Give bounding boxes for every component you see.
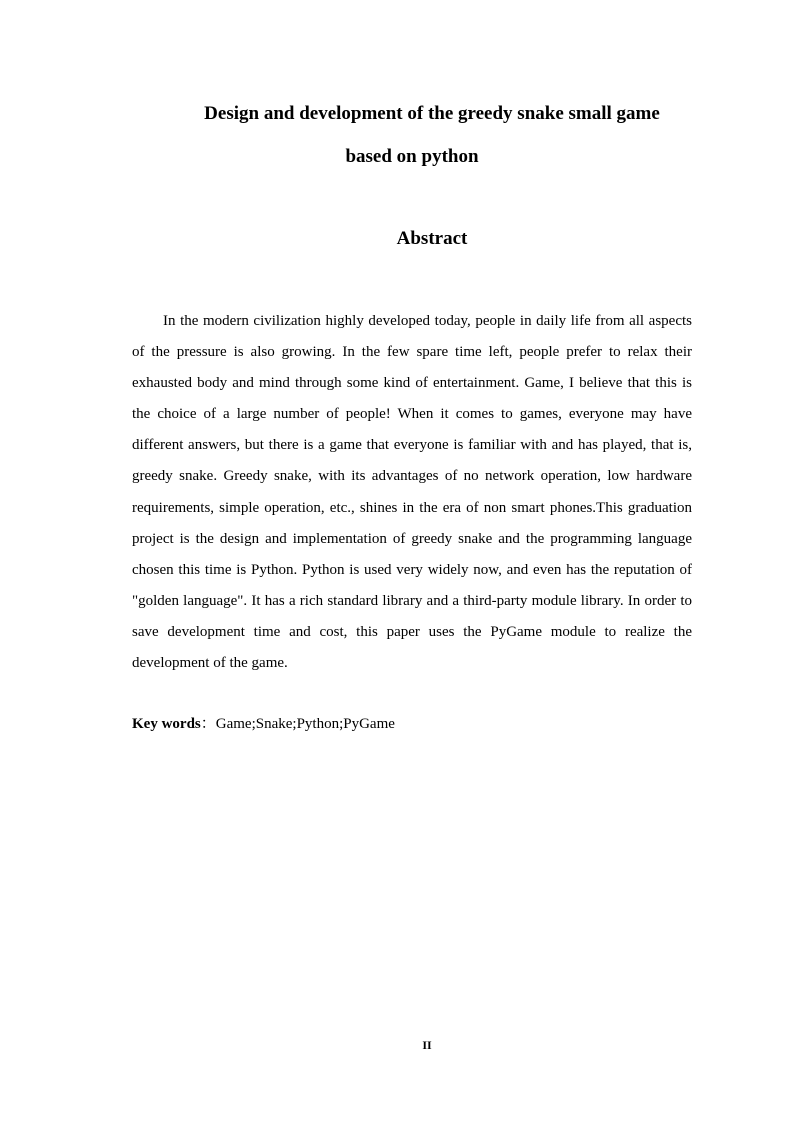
keywords-line [132, 711, 692, 737]
document-title-line-1: Design and development of the greedy snake small game [204, 103, 660, 124]
abstract-heading: Abstract [396, 228, 468, 249]
keywords-value: Game;Snake;Python;PyGame [215, 716, 395, 732]
document-title-line-2: based on python [345, 146, 479, 167]
abstract-paragraph: In the modern civilization highly developed today, people in daily life from all aspects of the pressure is also growing. In the few spare time left, people prefer to relax their exhausted body and mind through some kind of entertainment. Game, I believe that this is the choice of a large number of people! When it comes to games, everyone may have different answers, but there is a game that everyone is familiar with and has played, that is, greedy snake. Greedy snake, with its advantages of no network operation, low hardware requirements, simple operation, etc., shines in the era of non smart phones.This graduation project is the design and implementation of greedy snake and the programming language chosen this time is Python. Python is used very widely now, and even has the reputation of "golden language". It has a rich standard library and a third-party module library. In order to save development time and cost, this paper uses the PyGame module to realize the development of the game. [132, 313, 692, 672]
keywords-separator: ： [200, 716, 216, 732]
keywords-label: Key words [132, 716, 201, 732]
page-number: II [422, 1038, 432, 1052]
